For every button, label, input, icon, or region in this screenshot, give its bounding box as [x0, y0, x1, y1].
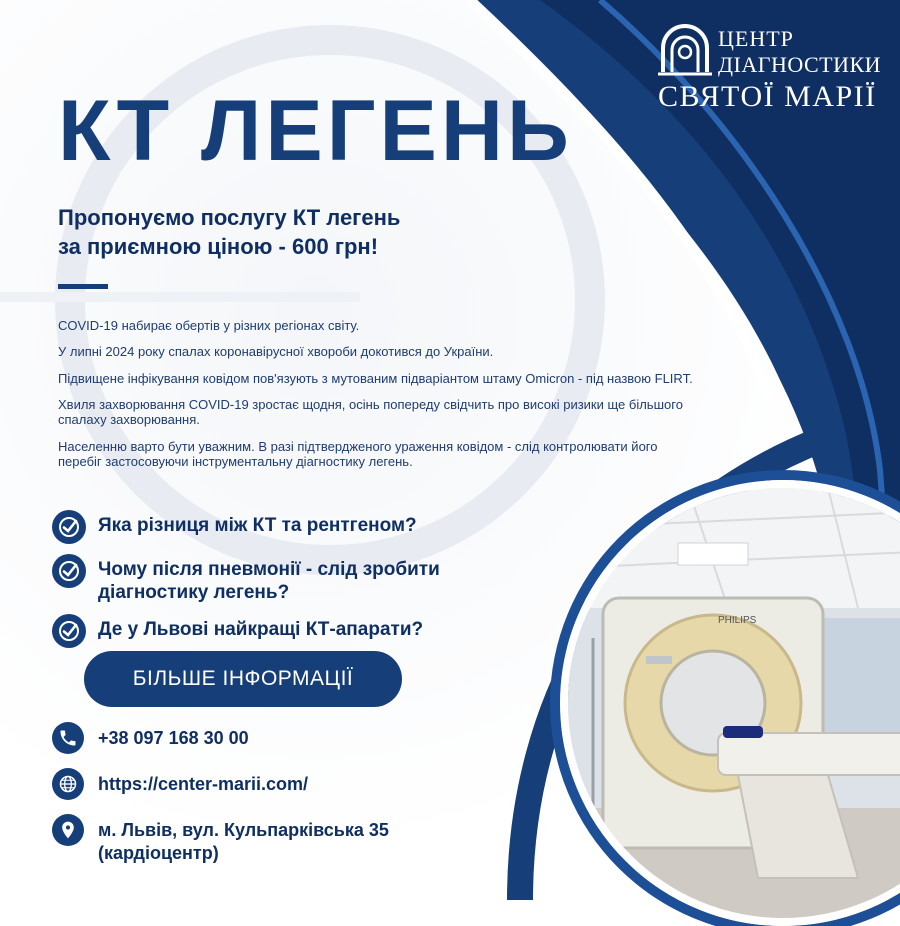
website-link: https://center-marii.com/: [98, 774, 309, 794]
address-text: м. Львів, вул. Кульпарківська 35 (кардіоцентр): [98, 820, 389, 863]
logo-line-1: ЦЕНТР: [718, 26, 794, 51]
phone-number: +38 097 168 30 00: [98, 728, 249, 748]
scanner-brand-label: PHILIPS: [718, 615, 757, 626]
paragraph: Хвиля захворювання COVID-19 зростає щодня, осінь попереду свідчить про високі ризики ще більшого спалаху захворювання.: [58, 396, 683, 428]
question-text: Чому після пневмонії - слід зробити діагностику легень?: [98, 559, 440, 604]
contact-address: [52, 814, 412, 864]
location-pin-icon: [52, 814, 84, 846]
question-item: [52, 554, 512, 604]
question-text: Яка різниця між КТ та рентгеном?: [98, 515, 417, 536]
contact-phone[interactable]: [52, 722, 412, 754]
logo-line-2: ДІАГНОСТИКИ: [718, 52, 882, 77]
arch-logo-icon: [658, 22, 712, 78]
page-title: КТ ЛЕГЕНЬ: [58, 83, 573, 179]
paragraph: У липні 2024 року спалах коронавірусної хвороби докотився до України.: [58, 344, 494, 360]
subtitle-line-2: за приємною ціною - 600 грн!: [58, 233, 379, 259]
questions-list: [52, 510, 512, 658]
question-item: [52, 614, 512, 648]
contacts-list: [52, 722, 412, 878]
paragraph: Підвищене інфікування ковідом пов'язують з мутованим підваріантом штаму Omicron - під назвою FLIRT.: [58, 370, 693, 386]
check-circle-icon: [52, 510, 86, 544]
question-item: [52, 510, 512, 544]
title-divider: [58, 284, 108, 289]
question-text: Де у Львові найкращі КТ-апарати?: [98, 619, 424, 641]
contact-website[interactable]: [52, 768, 412, 800]
paragraph: COVID-19 набирає обертів у різних регіонах світу.: [58, 318, 360, 333]
clinic-logo: [658, 18, 888, 118]
check-circle-icon: [52, 614, 86, 648]
phone-icon: [52, 722, 84, 754]
more-info-button[interactable]: БІЛЬШЕ ІНФОРМАЦІЇ: [84, 651, 402, 707]
info-paragraphs: [58, 318, 698, 480]
check-circle-icon: [52, 554, 86, 588]
paragraph: Населенню варто бути уважним. В разі підтвердженого ураження ковідом - слід контролювати його перебіг застосовуючи інструментальну діагностику легень.: [58, 438, 658, 469]
logo-line-3: СВЯТОЇ МАРІЇ: [658, 80, 877, 113]
price-subtitle: [58, 204, 478, 261]
globe-icon: [52, 768, 84, 800]
subtitle-line-1: Пропонуємо послугу КТ легень: [58, 205, 401, 230]
